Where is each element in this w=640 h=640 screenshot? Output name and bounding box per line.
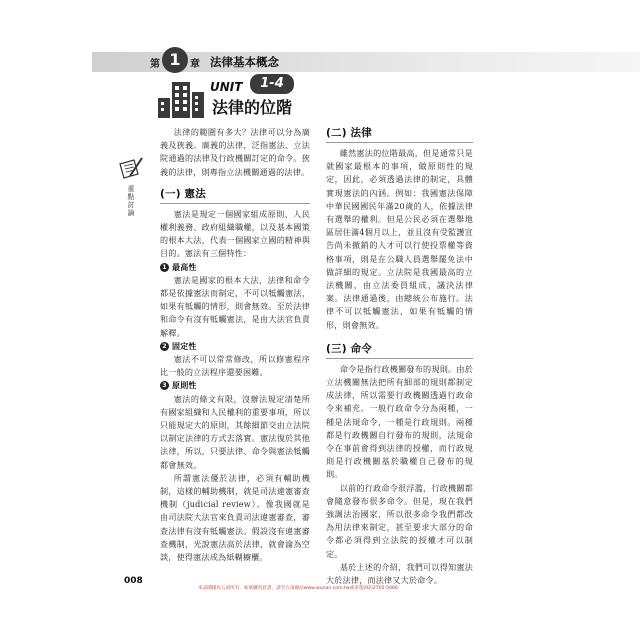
chapter-label-prefix: 第 [150, 59, 160, 70]
principle-paragraph: 憲法的條文有限，沒辦法規定清楚所有國家組織和人民權利的重要事項，所以只能規定大的原則，其餘細節交由立法院以制定法律的方式去落實。憲法復於其他法律，所以，只要法律、命令與憲法牴觸都會無效。 [160, 393, 310, 470]
law-paragraph: 雖然憲法的位階最高，但是通常只是就國家最根本的事項，做原則性的規定，因此，必須透過法律的制定，具體實現憲法的內涵。例如：我國憲法保障中華民國國民年滿20歲的人，依據法律有選舉的權利。但是公民必須在選舉地區居住滿4個月以上，並且沒有受監護宣告尚未撤銷的人才可以行使投票權等資格事項，則是在公職人員選舉罷免法中做詳細的規定。立法院是我國最高的立法機關，由立法委員組成，議決法律案。法律通過後，由總統公布施行。法律不可以牴觸憲法，如果有牴觸的情形，則會無效。 [326, 148, 473, 330]
trait-heading-supremacy [160, 261, 310, 274]
page-number: 008 [124, 576, 143, 586]
intro-paragraph: 法律的範圍有多大？法律可以分為廣義及狹義。廣義的法律，泛指憲法、立法院通過的法律及行政機關訂定的命令。狹義的法律，則專指立法機關通過的法律。 [160, 127, 310, 177]
trait-heading-rigidity [160, 340, 310, 353]
order-paragraph-2: 以前的行政命令很浮濫，行政機關都會隨意發布很多命令。但是，現在我們強調法治國家，所以很多命令我們都改為用法律來制定，甚至要求大部分的命令都必須得到立法院的授權才可以制定。 [326, 482, 473, 559]
trait-heading-text: 固定性 [172, 341, 197, 351]
section-heading-constitution: (一) 憲法 [160, 187, 310, 204]
constitution-paragraph: 憲法是規定一個國家組成原則、人民權利義務、政府組織職權，以及基本國策的根本大法，代表一個國家立國的精神與目的。憲法有三個特性： [160, 208, 310, 259]
section-heading-order: (三) 命令 [326, 342, 473, 359]
right-column [326, 126, 473, 587]
rigidity-paragraph: 憲法不可以常常修改，所以修憲程序比一般的立法程序還要困難。 [160, 354, 310, 378]
unit-number-badge: 1-4 [250, 74, 294, 94]
chapter-label-suffix: 章 [190, 59, 200, 70]
unit-label: UNIT [210, 80, 243, 94]
chapter-title: 法律基本概念 [210, 55, 279, 69]
side-note-label: 重點討論 [127, 185, 135, 217]
unit-title: 法律的位階 [212, 98, 293, 117]
order-paragraph-1: 命令是指行政機關發布的規則。由於立法機關無法把所有細部的規則都制定成法律，所以需要行政機關透過行政命令來補充。一般行政命令分為兩種，一種是法規命令，一種是行政規則。兩種都是行政機關自行發布的規則，法規命令在事前會得到法律的授權，而行政規則是行政機關基於職權自己發布的規則。 [326, 363, 473, 480]
order-paragraph-3: 基於上述的介紹，我們可以得知憲法大於法律，而法律又大於命令。 [326, 561, 473, 586]
trait-heading-text: 原則性 [172, 381, 197, 391]
judicial-review-paragraph: 所謂憲法優於法律，必須有輔助機制，這樣的輔助機制，就是司法違憲審查機制（judicial review）。像我國就是由司法院大法官來負責司法違憲審查，審查法律有沒有牴觸憲法。假設沒有違憲審查機制，光說憲法高於法律，就會淪為空談，使得憲法成為紙糊櫥櫃。 [160, 472, 310, 563]
left-column [160, 126, 310, 564]
section-heading-law: (二) 法律 [326, 126, 473, 143]
footer-notice: 本試閱樣為五南所有，如欲購買此書，請至五南網站www.wunan.com.tw或來電(02)2705-5066 [198, 586, 398, 591]
building-icon [156, 78, 206, 120]
pen-notebook-icon [116, 156, 146, 182]
trait-number-badge: 2 [160, 342, 169, 351]
trait-heading-text: 最高性 [172, 262, 197, 272]
trait-number-badge: 1 [160, 263, 169, 272]
chapter-number-badge: 1 [162, 47, 188, 73]
supremacy-paragraph: 憲法是國家的根本大法，法律和命令都是依據憲法而制定，不可以牴觸憲法，如果有牴觸的情形，則會無效。至於法律和命令有沒有牴觸憲法，是由大法官負責解釋。 [160, 274, 310, 338]
trait-heading-principle [160, 379, 310, 392]
trait-number-badge: 3 [160, 381, 169, 390]
